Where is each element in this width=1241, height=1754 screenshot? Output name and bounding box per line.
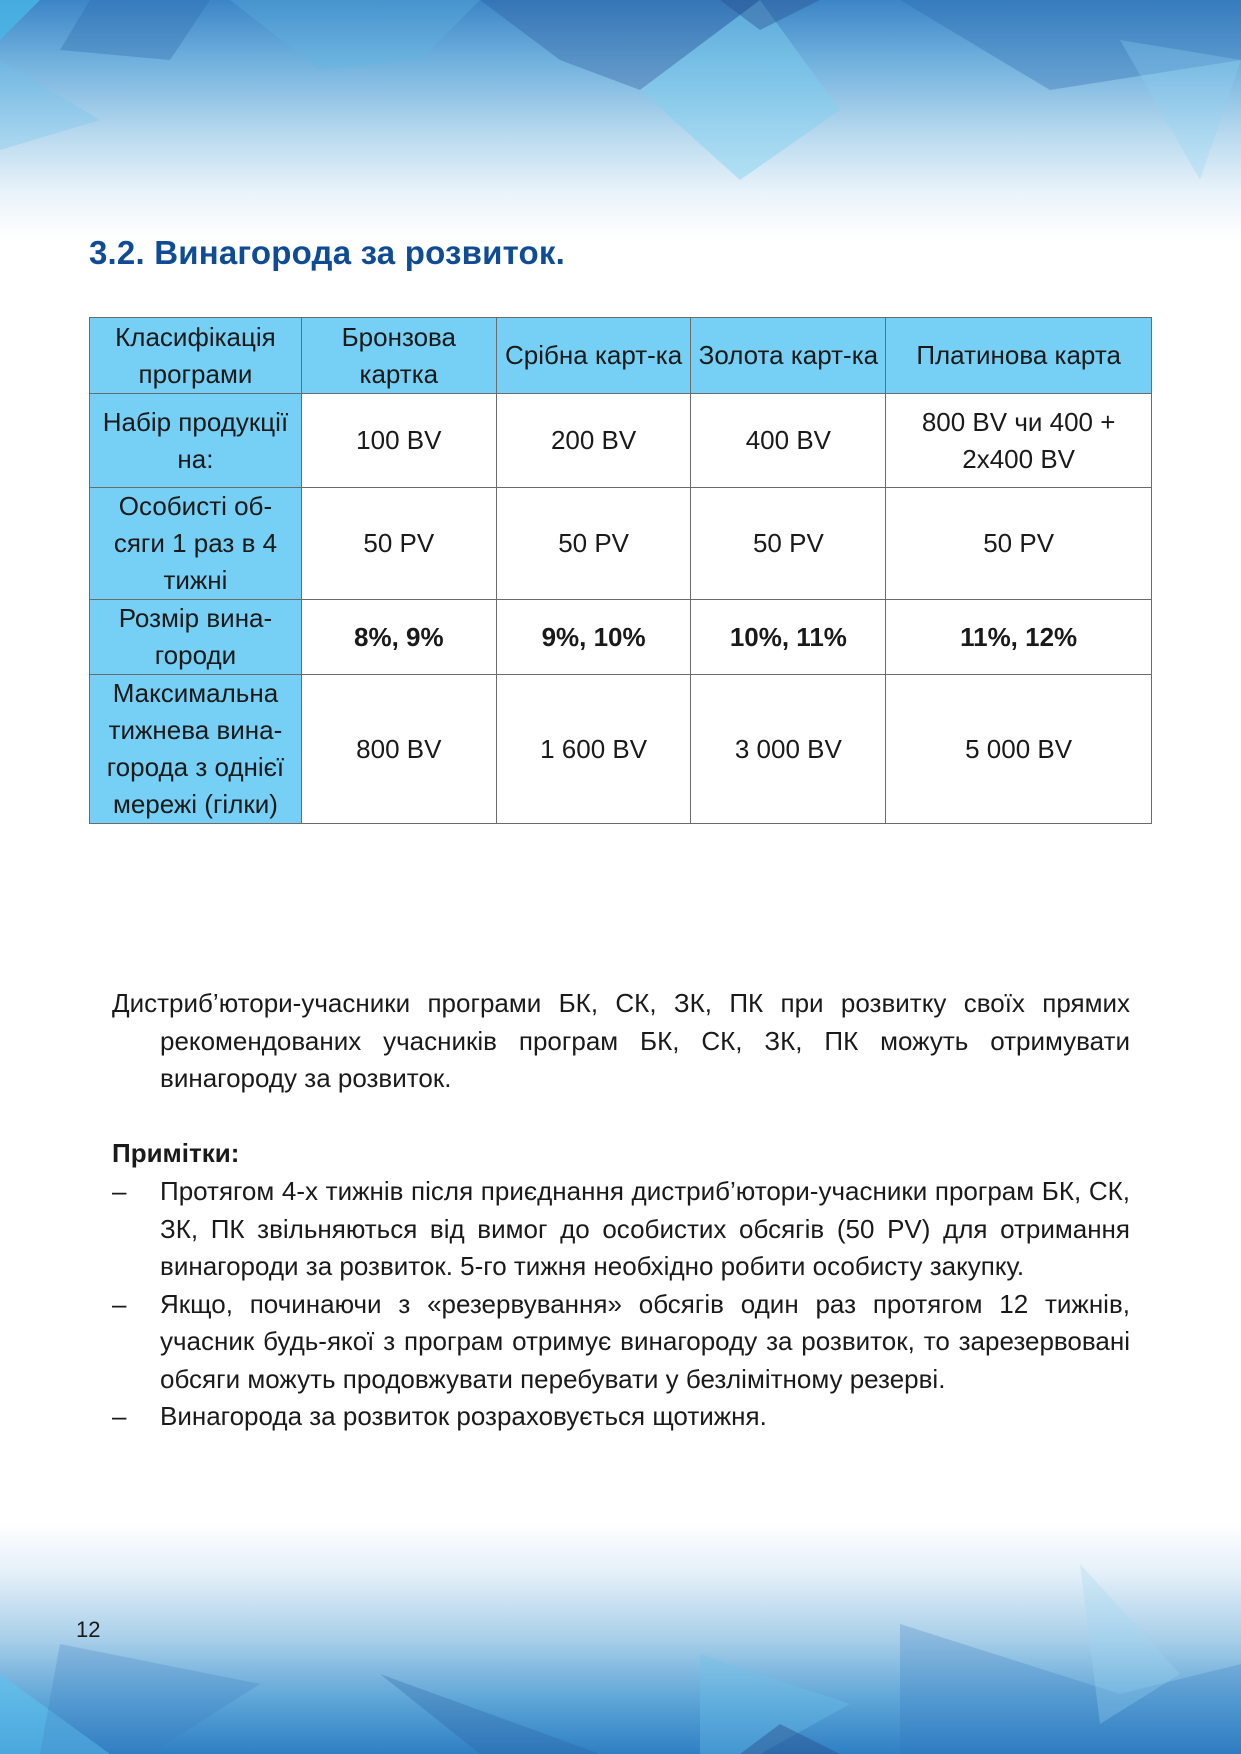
note-text: Винагорода за розвиток розраховується щотижня. bbox=[160, 1401, 767, 1431]
table-cell-percent: 11%, 12% bbox=[886, 600, 1152, 675]
header-background bbox=[0, 0, 1241, 240]
row-label-max-weekly-reward: Максимальна тижнева вина-города з однієї мережі (гілки) bbox=[90, 675, 302, 824]
footer-background bbox=[0, 1524, 1241, 1754]
table-cell: 400 BV bbox=[691, 394, 886, 488]
table-header-row bbox=[90, 318, 1152, 394]
table-cell: 50 PV bbox=[496, 488, 691, 600]
header-platinum: Платинова карта bbox=[886, 318, 1152, 394]
row-label-personal-volume: Особисті об-сяги 1 раз в 4 тижні bbox=[90, 488, 302, 600]
row-label-product-set: Набір продукції на: bbox=[90, 394, 302, 488]
header-classification: Класифікація програми bbox=[90, 318, 302, 394]
table-row bbox=[90, 600, 1152, 675]
table-row bbox=[90, 488, 1152, 600]
table-cell-percent: 10%, 11% bbox=[691, 600, 886, 675]
table-cell: 1 600 BV bbox=[496, 675, 691, 824]
intro-text: Дистриб’ютори-учасники програми БК, СК, ЗК, ПК при розвитку своїх прямих рекомендованих учасників програм БК, СК, ЗК, ПК можуть отримувати винагороду за розвиток. bbox=[112, 988, 1130, 1093]
table-cell-percent: 8%, 9% bbox=[301, 600, 496, 675]
table-cell: 100 BV bbox=[301, 394, 496, 488]
polygon-pattern-bottom bbox=[0, 1524, 1241, 1754]
table-cell: 50 PV bbox=[691, 488, 886, 600]
notes-title: Примітки: bbox=[112, 1138, 240, 1168]
table-cell: 800 BV bbox=[301, 675, 496, 824]
table-cell: 5 000 BV bbox=[886, 675, 1152, 824]
table-cell: 50 PV bbox=[886, 488, 1152, 600]
row-label-reward-size: Розмір вина-городи bbox=[90, 600, 302, 675]
note-item bbox=[112, 1286, 1130, 1399]
dash-bullet-icon: – bbox=[112, 1288, 127, 1319]
note-item bbox=[112, 1173, 1130, 1286]
note-item bbox=[112, 1398, 1130, 1436]
table-cell: 3 000 BV bbox=[691, 675, 886, 824]
table-cell: 200 BV bbox=[496, 394, 691, 488]
dash-bullet-icon: – bbox=[112, 1176, 127, 1206]
header-silver: Срібна карт-ка bbox=[496, 318, 691, 394]
page-number: 12 bbox=[76, 1617, 101, 1642]
polygon-pattern-top bbox=[0, 0, 1241, 240]
note-text: Протягом 4-х тижнів після приєднання дистриб’ютори-учасники програм БК, СК, ЗК, ПК звільняються від вимог до особистих обсягів (50 PV) для отримання винагороди за розвиток. 5-го тижня необхідно робити особисту закупку. bbox=[160, 1176, 1130, 1281]
table-row bbox=[90, 394, 1152, 488]
table-cell: 800 BV чи 400 + 2x400 BV bbox=[886, 394, 1152, 488]
reward-table bbox=[89, 317, 1152, 824]
header-bronze: Бронзова картка bbox=[301, 318, 496, 394]
intro-paragraph bbox=[112, 985, 1130, 1098]
notes-list bbox=[112, 1173, 1130, 1436]
table-row bbox=[90, 675, 1152, 824]
table-cell: 50 PV bbox=[301, 488, 496, 600]
table-cell-percent: 9%, 10% bbox=[496, 600, 691, 675]
dash-bullet-icon: – bbox=[112, 1401, 127, 1431]
section-title: 3.2. Винагорода за розвиток. bbox=[89, 234, 565, 271]
header-gold: Золота карт-ка bbox=[691, 318, 886, 394]
note-text: Якщо, починаючи з «резервування» обсягів один раз протягом 12 тижнів, учасник будь-якої з програм отримує винагороду за розвиток, то зарезервовані обсяги можуть продовжувати перебувати у безлімітному резерві. bbox=[160, 1288, 1130, 1394]
